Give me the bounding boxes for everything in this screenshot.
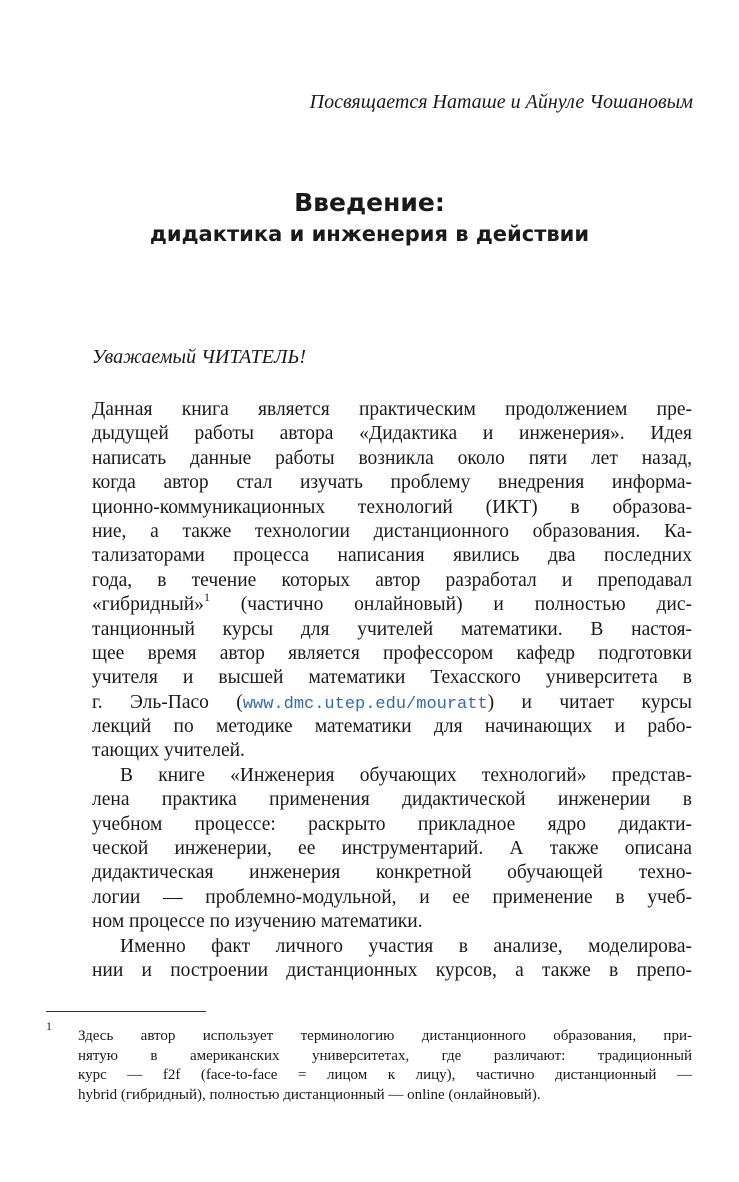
text-line: учителя и высшей математики Техасского университета в (92, 667, 692, 689)
text-line: ческой инженерии, ее инструментарий. А также описана (92, 838, 692, 860)
text-line (92, 590, 692, 617)
body-text (92, 398, 692, 983)
text-fragment: г. Эль-Пасо ( (92, 691, 243, 713)
text-line: дыдущей работы автора «Дидактика и инженерия». Идея (92, 423, 692, 445)
chapter-subtitle: дидактика и инженерия в действии (149, 222, 590, 246)
text-line: лекций по методике математики для начинающих и рабо- (92, 716, 692, 738)
footnote-line: hybrid (гибридный), полностью дистанционный — online (онлайновый). (78, 1086, 541, 1103)
footnote-separator (46, 1011, 206, 1012)
text-line: года, в течение которых автор разработал и преподавал (92, 569, 692, 591)
text-line: ционно-коммуникационных технологий (ИКТ) в образова- (92, 496, 692, 518)
dedication: Посвящается Наташе и Айнуле Чошановым (309, 91, 693, 113)
text-line: лена практика применения дидактической инженерии в (92, 789, 692, 811)
text-line: написать данные работы возникла около пяти лет назад, (92, 447, 692, 469)
chapter-title: Введение: (294, 188, 445, 217)
text-line: нии и построении дистанционных курсов, а также в препо- (92, 959, 692, 981)
text-line: танционный курсы для учителей математики. В настоя- (92, 618, 692, 640)
text-line: щее время автор является профессором кафедр подготовки (92, 642, 692, 664)
footnote-reference[interactable]: 1 (203, 590, 210, 605)
footnote-line: нятую в американских университетах, где различают: традиционный (78, 1047, 692, 1064)
footnote-line: Здесь автор использует терминологию дистанционного образования, при- (78, 1028, 692, 1044)
text-line: В книге «Инженерия обучающих технологий» представ- (120, 764, 692, 786)
text-fragment: «гибридный» (92, 594, 204, 616)
footnote-mark: 1 (46, 1019, 52, 1033)
footnote (78, 1027, 692, 1105)
text-line: ном процессе по изучению математики. (92, 911, 423, 933)
text-fragment: ) и читает курсы (487, 691, 693, 713)
text-line: учебном процессе: раскрыто прикладное ядро дидакти- (92, 813, 692, 835)
text-line: когда автор стал изучать проблему внедрения информа- (92, 472, 692, 494)
text-line (92, 691, 692, 715)
text-line: логии — проблемно-модульной, и ее применение в учеб- (92, 886, 692, 908)
text-line: Данная книга является практическим продолжением пре- (92, 399, 692, 420)
text-fragment: (частично онлайновый) и полностью дис- (209, 594, 692, 616)
text-line: ние, а также технологии дистанционного образования. Ка- (92, 520, 692, 542)
text-line: дидактическая инженерия конкретной обучающей техно- (92, 862, 692, 884)
text-line: Именно факт личного участия в анализе, моделирова- (120, 935, 692, 957)
text-line: тающих учителей. (92, 740, 245, 762)
author-url-link[interactable]: www.dmc.utep.edu/mouratt (242, 694, 488, 714)
text-line: тализаторами процесса написания явились два последних (92, 545, 692, 567)
greeting: Уважаемый ЧИТАТЕЛЬ! (92, 346, 306, 368)
footnote-line: курс — f2f (face-to-face = лицом к лицу), частично дистанционный — (78, 1067, 692, 1083)
